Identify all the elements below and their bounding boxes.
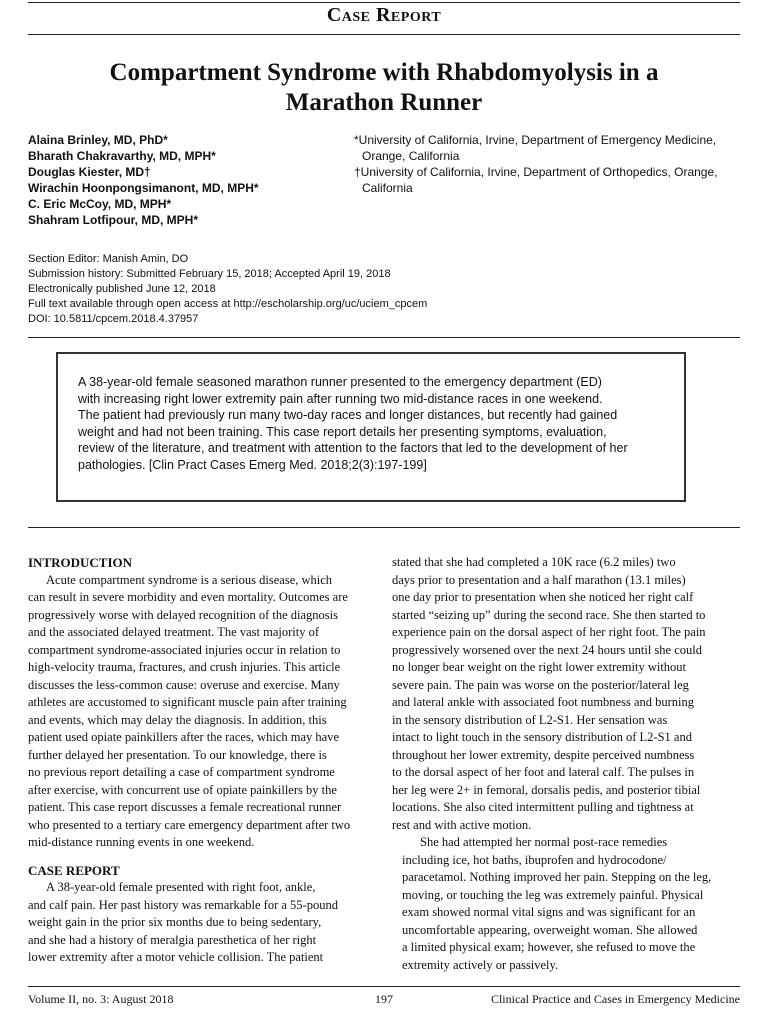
abstract-line: weight and had not been training. This case report details her presenting symptoms, evaluation,: [78, 424, 607, 439]
body-line: and events, which may delay the diagnosis. In addition, this: [28, 712, 327, 727]
body-line: patient. This case report discusses a female recreational runner: [28, 800, 342, 814]
body-line: patient used opiate painkillers after the races, which may have: [28, 730, 339, 744]
body-line: paracetamol. Nothing improved her pain. Stepping on the leg,: [402, 870, 712, 884]
published-date: Electronically published June 12, 2018: [28, 283, 216, 295]
open-access-link[interactable]: Full text available through open access at http://escholarship.org/uc/uciem_cpcem: [28, 298, 428, 310]
abstract-line: pathologies. [Clin Pract Cases Emerg Med. 2018;2(3):197-199]: [78, 457, 427, 472]
body-line: compartment syndrome-associated injuries occur in relation to: [28, 642, 341, 657]
body-line: lower extremity after a motor vehicle collision. The patient: [28, 950, 324, 964]
affiliation-line: *University of California, Irvine, Department of Emergency Medicine,: [354, 133, 717, 147]
doi[interactable]: DOI: 10.5811/cpcem.2018.4.37957: [28, 313, 199, 325]
abstract-text: [78, 374, 666, 473]
body-line: locations. She also cited intermittent pulling and tightness at: [392, 800, 694, 814]
body-line: progressively worsened over the next 24 hours until she could: [392, 642, 703, 657]
abstract-line: review of the literature, and treatment with attention to the factors that led to the development of her: [78, 441, 628, 455]
body-line: further delayed her presentation. To our knowledge, there is: [28, 747, 327, 762]
affiliations: [354, 132, 754, 196]
affiliation-line: California: [362, 181, 413, 195]
body-line: throughout her lower extremity, despite perceived numbness: [392, 747, 695, 762]
body-line: uncomfortable appearing, overweight woman. She allowed: [402, 922, 698, 937]
title-line: Compartment Syndrome with Rhabdomyolysis in a: [109, 59, 659, 86]
page-number: 197: [375, 992, 393, 1006]
body-line: high-velocity trauma, fractures, and crush injuries. This article: [28, 660, 341, 674]
footer-journal: Clinical Practice and Cases in Emergency Medicine: [490, 992, 740, 1006]
abstract-rule: [28, 527, 740, 528]
affiliation-line: †University of California, Irvine, Department of Orthopedics, Orange,: [354, 165, 718, 179]
body-line: mid-distance running events in one weekend.: [28, 835, 255, 849]
body-line: She had attempted her normal post-race remedies: [420, 835, 668, 849]
body-line: one day prior to presentation when she noticed her right calf: [392, 590, 694, 604]
body-line: and calf pain. Her past history was remarkable for a 55-pound: [28, 897, 338, 912]
section-label: Case Report: [326, 4, 442, 26]
body-line: exam showed normal vital signs and was significant for an: [402, 905, 696, 919]
body-line: no previous report detailing a case of compartment syndrome: [28, 765, 335, 779]
abstract-box: [56, 352, 686, 502]
affiliation-line: Orange, California: [362, 149, 460, 163]
body-line: athletes are accustomed to significant muscle pain after training: [28, 695, 347, 709]
footer-rule: [28, 986, 740, 987]
author: Bharath Chakravarthy, MD, MPH*: [28, 149, 216, 163]
abstract-line: The patient had previously run many two-day races and longer distances, but recently had gained: [78, 408, 618, 422]
body-column-right: [392, 554, 746, 974]
body-line: and she had a history of meralgia paresthetica of her right: [28, 932, 317, 947]
submission-history: Submission history: Submitted February 15, 2018; Accepted April 19, 2018: [28, 268, 391, 280]
abstract-line: A 38-year-old female seasoned marathon runner presented to the emergency department (ED): [78, 375, 602, 389]
body-column-left: [28, 554, 381, 967]
body-line: days prior to presentation and a half marathon (13.1 miles): [392, 572, 686, 587]
article-meta: [28, 252, 748, 327]
body-line: discusses the less-common cause: overuse and exercise. Many: [28, 677, 340, 692]
body-line: and lateral ankle with associated foot numbness and burning: [392, 695, 695, 709]
author: Alaina Brinley, MD, PhD*: [28, 133, 168, 147]
abstract-line: with increasing right lower extremity pain after running two mid-distance races in one weekend.: [78, 391, 603, 406]
meta-rule: [28, 337, 740, 338]
body-line: a limited physical exam; however, she refused to move the: [402, 940, 696, 954]
author-list: [28, 132, 348, 228]
author: C. Eric McCoy, MD, MPH*: [28, 197, 172, 211]
author: Douglas Kiester, MD†: [28, 165, 151, 179]
body-line: to the dorsal aspect of her foot and lateral calf. The pulses in: [392, 765, 695, 779]
header-top-rule: [28, 2, 740, 3]
body-line: Acute compartment syndrome is a serious disease, which: [46, 572, 333, 587]
body-line: experience pain on the dorsal aspect of her right foot. The pain: [392, 625, 706, 639]
body-line: no longer bear weight on the right lower extremity without: [392, 660, 687, 674]
body-line: progressively worse with delayed recognition of the diagnosis: [28, 607, 338, 622]
article-title: [60, 58, 708, 118]
author: Wirachin Hoonpongsimanont, MD, MPH*: [28, 181, 259, 195]
body-line: extremity actively or passively.: [402, 957, 559, 972]
body-line: her leg were 2+ in femoral, dorsalis pedis, and posterior tibial: [392, 782, 701, 797]
case-report-heading: CASE REPORT: [28, 862, 120, 878]
body-line: severe pain. The pain was worse on the posterior/lateral leg: [392, 677, 689, 692]
title-line: Marathon Runner: [285, 89, 483, 116]
body-line: who presented to a tertiary care emergency department after two: [28, 817, 351, 832]
body-line: weight gain in the prior six months due to being sedentary,: [28, 915, 322, 929]
section-gap: [28, 852, 381, 862]
body-line: A 38-year-old female presented with right foot, ankle,: [46, 880, 316, 894]
body-line: rest and with active motion.: [392, 817, 532, 832]
body-line: started “seizing up” during the second race. She then started to: [392, 607, 706, 622]
header-bottom-rule: [28, 34, 740, 35]
body-line: moving, or touching the leg was extremely painful. Physical: [402, 887, 704, 902]
body-line: after exercise, with concurrent use of opiate painkillers by the: [28, 782, 337, 797]
introduction-heading: INTRODUCTION: [28, 555, 133, 570]
footer-volume: Volume II, no. 3: August 2018: [28, 992, 174, 1006]
author: Shahram Lotfipour, MD, MPH*: [28, 213, 199, 227]
body-line: in the sensory distribution of L2-S1. Her sensation was: [392, 712, 668, 727]
section-editor: Section Editor: Manish Amin, DO: [28, 253, 189, 265]
body-line: and the associated delayed treatment. The vast majority of: [28, 625, 319, 639]
body-line: can result in severe morbidity and even mortality. Outcomes are: [28, 590, 348, 604]
body-line: including ice, hot baths, ibuprofen and hydrocodone/: [402, 852, 667, 867]
body-line: intact to light touch in the sensory distribution of L2-S1 and: [392, 730, 692, 744]
body-line: stated that she had completed a 10K race (6.2 miles) two: [392, 555, 676, 569]
